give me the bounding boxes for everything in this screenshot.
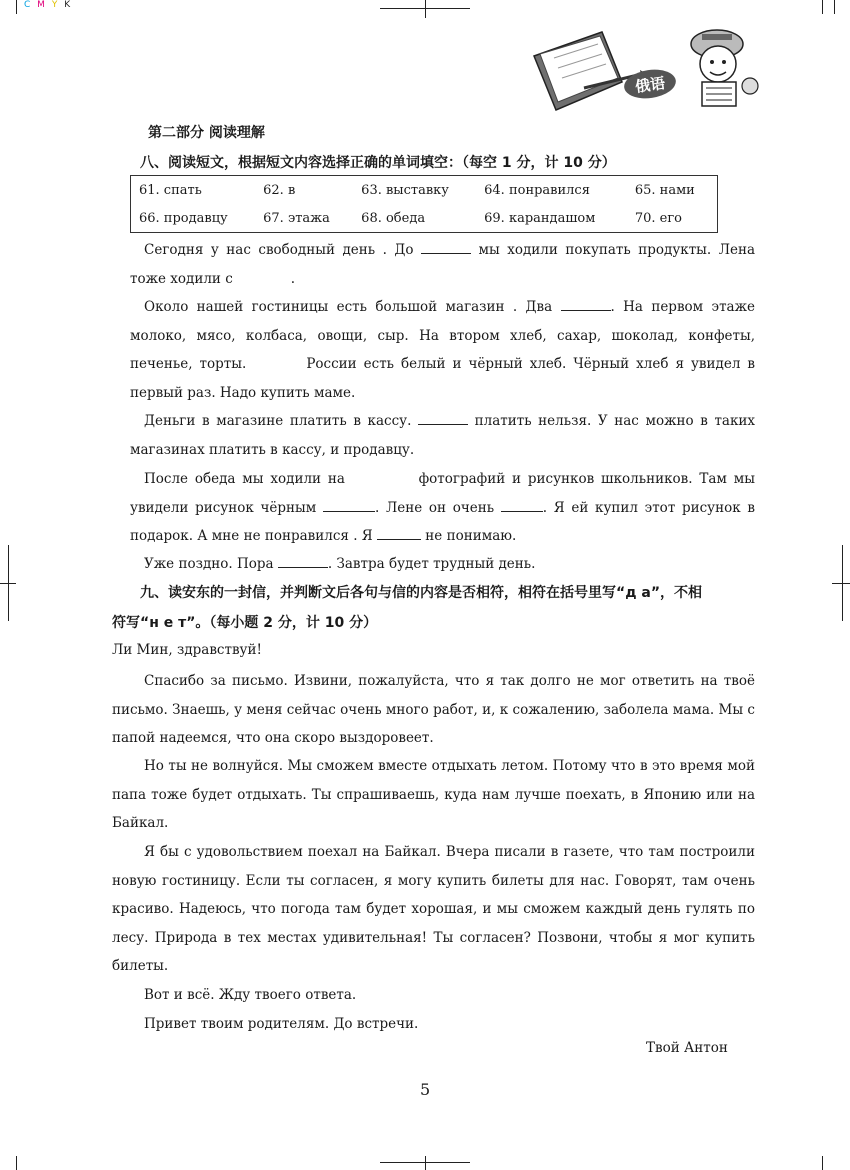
letter-greeting: Ли Мин, здравствуй! xyxy=(112,642,262,658)
print-mark-m: M xyxy=(37,0,47,10)
option-cell: 65. нами xyxy=(634,182,695,198)
table-row xyxy=(131,204,718,233)
answer-blank[interactable] xyxy=(561,296,611,311)
crop-mark xyxy=(822,1156,823,1170)
task8-paragraph-3 xyxy=(130,407,755,464)
print-mark-y: Y xyxy=(51,0,60,10)
option-cell: 70. его xyxy=(634,210,682,226)
option-cell: 66. продавцу xyxy=(139,210,228,226)
letter-signature: Твой Антон xyxy=(646,1040,728,1056)
text-segment: . Я ей купил этот рисунок в подарок. А мне не понравился . Я xyxy=(130,499,755,544)
text-segment: . xyxy=(290,270,296,287)
option-cell: 63. выставку xyxy=(361,182,449,198)
text-segment: фотографий и рисунков школьников. Там мы увидели рисунок чёрным xyxy=(130,471,755,516)
option-cell: 62. в xyxy=(263,182,296,198)
task8-paragraph-1 xyxy=(130,236,755,293)
text-segment: Уже поздно. Пора xyxy=(144,556,274,572)
answer-blank[interactable] xyxy=(421,239,471,254)
table-row xyxy=(131,176,718,205)
crop-mark xyxy=(16,0,17,14)
print-mark-c: C xyxy=(24,0,33,10)
letter-paragraph-2: Но ты не волнуйся. Мы сможем вместе отдыхать летом. Потому что в это время мой папа тоже будет отдыхать. Ты спрашиваешь, куда нам лучше поехать, в Японию или на Байкал. xyxy=(112,758,755,831)
part-title: 第二部分 阅读理解 xyxy=(148,125,265,141)
answer-blank[interactable] xyxy=(501,497,543,512)
task8-paragraph-5 xyxy=(130,550,755,579)
print-color-marks xyxy=(24,0,72,10)
page-number: 5 xyxy=(420,1080,431,1099)
text-segment: После обеда мы ходили на xyxy=(144,471,345,487)
crop-mark xyxy=(832,583,850,584)
text-segment: . Лене он очень xyxy=(374,499,495,516)
text-segment: . Завтра будет трудный день. xyxy=(327,556,536,572)
letter-paragraph-3: Я бы с удовольствием поехал на Байкал. Вчера писали в газете, что там построили новую гостиницу. Если ты согласен, я могу купить билеты для нас. Говорят, там очень красиво. Надеюсь, что погода там будет хорошая, и мы сможем каждый день гулять по лесу. Природа в тех местах удивительная! Ты согласен? Позвони, чтобы я мог купить билеты. xyxy=(112,844,755,974)
text-segment: Деньги в магазине платить в кассу. xyxy=(144,413,412,429)
crop-mark xyxy=(8,545,9,621)
option-cell: 64. понравился xyxy=(484,182,590,198)
crop-mark xyxy=(16,1156,17,1170)
text-segment: . На первом этаже молоко, мясо, колбаса, овощи, сыр. На втором хлеб, сахар, шоколад, конфеты, печенье, торты. xyxy=(130,299,756,372)
text-segment: Около нашей гостиницы есть большой магазин . Два xyxy=(144,299,553,315)
task8-paragraph-2 xyxy=(130,293,755,407)
cartoon-student-icon xyxy=(672,20,772,110)
task9-instruction-line1: 九、读安东的一封信，并判断文后各句与信的内容是否相符，相符在括号里写“д а”，不相 xyxy=(140,585,703,601)
subject-badge: 俄语 xyxy=(622,67,677,102)
task8-paragraph-4 xyxy=(130,465,755,551)
crop-mark xyxy=(842,545,843,621)
text-segment: не понимаю. xyxy=(425,528,517,544)
letter-paragraph-5: Привет твоим родителям. До встречи. xyxy=(144,1016,419,1032)
answer-blank[interactable] xyxy=(323,497,375,512)
letter-paragraph-4: Вот и всё. Жду твоего ответа. xyxy=(144,987,357,1003)
options-table xyxy=(130,175,718,233)
task8-instruction: 八、阅读短文，根据短文内容选择正确的单词填空：（每空 1 分，计 10 分） xyxy=(140,155,616,171)
answer-blank[interactable] xyxy=(278,553,328,568)
crop-mark xyxy=(834,0,835,14)
crop-mark xyxy=(425,1156,426,1170)
letter-paragraph-1: Спасибо за письмо. Извини, пожалуйста, что я так долго не мог ответить на твоё письмо. Знаешь, у меня сейчас очень много работ, и, к сожалению, заболела мама. Мы с папой надеемся, что она скоро выздоровеет. xyxy=(112,673,755,746)
text-segment: мы ходили покупать продукты. Лена тоже ходили с xyxy=(130,242,755,287)
text-segment: России есть белый и чёрный хлеб. Чёрный хлеб я увидел в первый раз. Надо купить маме. xyxy=(130,356,756,401)
option-cell: 67. этажа xyxy=(263,210,330,226)
task9-instruction-line2: 符写“н е т”。（每小题 2 分，计 10 分） xyxy=(112,615,378,631)
answer-blank[interactable] xyxy=(377,525,421,540)
print-mark-k: K xyxy=(64,0,73,10)
option-cell: 68. обеда xyxy=(361,210,426,226)
crop-mark xyxy=(425,0,426,18)
text-segment: платить нельзя. У нас можно в таких магазинах платить в кассу, и продавцу. xyxy=(130,413,756,458)
answer-blank[interactable] xyxy=(418,410,468,425)
option-cell: 61. спать xyxy=(139,182,202,198)
option-cell: 69. карандашом xyxy=(484,210,596,226)
crop-mark xyxy=(822,0,823,14)
text-segment: Сегодня у нас свободный день . До xyxy=(144,242,414,258)
